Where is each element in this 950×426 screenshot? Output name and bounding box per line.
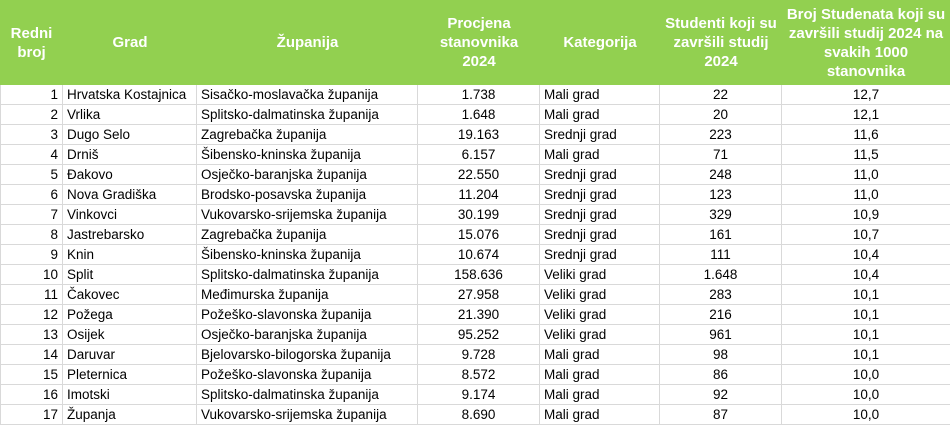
cell-procjena-stanovnika-2024[interactable]: 8.690	[418, 405, 540, 424]
cell-redni-broj[interactable]: 1	[0, 85, 63, 104]
cell-studenti-na-1000[interactable]: 10,1	[852, 307, 880, 322]
table-row	[0, 305, 950, 325]
cell-procjena-stanovnika-2024[interactable]: 19.163	[418, 125, 540, 144]
cell-studenti-na-1000[interactable]: 11,5	[853, 147, 879, 162]
cell-procjena-stanovnika-2024[interactable]: 9.174	[418, 385, 540, 404]
cell-redni-broj[interactable]: 9	[0, 245, 63, 264]
table-row	[0, 165, 950, 185]
column-header-redni-broj[interactable]: Redni broj	[10, 24, 53, 61]
cell-grad[interactable]: Daruvar	[63, 345, 197, 364]
cell-procjena-stanovnika-2024[interactable]: 15.076	[418, 225, 540, 244]
cell-procjena-stanovnika-2024[interactable]: 27.958	[418, 285, 540, 304]
cell-studenti-zavrsili-2024[interactable]: 329	[660, 205, 782, 224]
cell-grad[interactable]: Drniš	[63, 145, 197, 164]
cell-kategorija[interactable]: Srednji grad	[540, 225, 660, 244]
cell-redni-broj[interactable]: 2	[0, 105, 63, 124]
cell-redni-broj[interactable]: 10	[0, 265, 63, 284]
cell-grad[interactable]: Županja	[63, 405, 197, 424]
cell-studenti-zavrsili-2024[interactable]: 216	[660, 305, 782, 324]
cell-studenti-zavrsili-2024[interactable]: 92	[660, 385, 782, 404]
table-row	[0, 125, 950, 145]
cell-studenti-zavrsili-2024[interactable]: 20	[660, 105, 782, 124]
cell-studenti-na-1000[interactable]: 11,0	[853, 187, 879, 202]
cell-studenti-na-1000[interactable]: 10,9	[852, 207, 880, 222]
cell-studenti-na-1000[interactable]: 10,0	[852, 407, 880, 422]
cell-kategorija[interactable]: Mali grad	[540, 105, 660, 124]
cell-zupanija[interactable]: Brodsko-posavska županija	[197, 185, 418, 204]
cell-redni-broj[interactable]: 14	[0, 345, 63, 364]
table-header-row	[0, 0, 950, 85]
cell-kategorija[interactable]: Veliki grad	[540, 305, 660, 324]
cell-studenti-zavrsili-2024[interactable]: 223	[660, 125, 782, 144]
cell-grad[interactable]: Knin	[63, 245, 197, 264]
cell-studenti-zavrsili-2024[interactable]: 98	[660, 345, 782, 364]
cell-procjena-stanovnika-2024[interactable]: 21.390	[418, 305, 540, 324]
cell-redni-broj[interactable]: 17	[0, 405, 63, 424]
cell-procjena-stanovnika-2024[interactable]: 95.252	[418, 325, 540, 344]
cell-kategorija[interactable]: Mali grad	[540, 145, 660, 164]
cell-studenti-na-1000[interactable]: 12,1	[852, 107, 880, 122]
column-header-procjena-stanovnika[interactable]: Procjena stanovnika 2024	[439, 15, 519, 70]
cell-studenti-na-1000[interactable]: 11,6	[853, 127, 879, 142]
cell-redni-broj[interactable]: 8	[0, 225, 63, 244]
cell-studenti-zavrsili-2024[interactable]: 111	[660, 245, 782, 264]
cell-kategorija[interactable]: Veliki grad	[540, 325, 660, 344]
cell-kategorija[interactable]: Mali grad	[540, 345, 660, 364]
cell-zupanija[interactable]: Požeško-slavonska županija	[197, 365, 418, 384]
cell-procjena-stanovnika-2024[interactable]: 158.636	[418, 265, 540, 284]
table-row	[0, 325, 950, 345]
cell-redni-broj[interactable]: 5	[0, 165, 63, 184]
table-row	[0, 85, 950, 105]
cell-redni-broj[interactable]: 7	[0, 205, 63, 224]
cell-studenti-na-1000[interactable]: 10,1	[852, 327, 880, 342]
cell-zupanija[interactable]: Međimurska županija	[197, 285, 418, 304]
cell-zupanija[interactable]: Šibensko-kninska županija	[197, 145, 418, 164]
table-row	[0, 405, 950, 425]
cell-zupanija[interactable]: Sisačko-moslavačka županija	[197, 85, 418, 104]
cell-kategorija[interactable]: Srednji grad	[540, 165, 660, 184]
cell-zupanija[interactable]: Splitsko-dalmatinska županija	[197, 105, 418, 124]
cell-grad[interactable]: Imotski	[63, 385, 197, 404]
cell-procjena-stanovnika-2024[interactable]: 9.728	[418, 345, 540, 364]
cell-studenti-na-1000[interactable]: 10,0	[852, 367, 880, 382]
cell-redni-broj[interactable]: 15	[0, 365, 63, 384]
cell-zupanija[interactable]: Osječko-baranjska županija	[197, 165, 418, 184]
column-header-studenti-na-1000[interactable]: Broj Studenata koji su završili studij 2024 na svakih 1000 stanovnika	[786, 5, 946, 80]
cell-grad[interactable]: Osijek	[63, 325, 197, 344]
cell-kategorija[interactable]: Veliki grad	[540, 285, 660, 304]
cell-zupanija[interactable]: Šibensko-kninska županija	[197, 245, 418, 264]
table-row	[0, 105, 950, 125]
cell-redni-broj[interactable]: 11	[0, 285, 63, 304]
cell-procjena-stanovnika-2024[interactable]: 8.572	[418, 365, 540, 384]
cell-studenti-zavrsili-2024[interactable]: 123	[660, 185, 782, 204]
cell-studenti-zavrsili-2024[interactable]: 161	[660, 225, 782, 244]
cell-redni-broj[interactable]: 6	[0, 185, 63, 204]
cell-procjena-stanovnika-2024[interactable]: 1.648	[418, 105, 540, 124]
cell-grad[interactable]: Đakovo	[63, 165, 197, 184]
cell-redni-broj[interactable]: 13	[0, 325, 63, 344]
cell-grad[interactable]: Čakovec	[63, 285, 197, 304]
column-header-zupanija[interactable]: Županija	[276, 34, 339, 51]
cell-grad[interactable]: Nova Gradiška	[63, 185, 197, 204]
cell-zupanija[interactable]: Splitsko-dalmatinska županija	[197, 385, 418, 404]
cell-kategorija[interactable]: Mali grad	[540, 365, 660, 384]
cell-redni-broj[interactable]: 4	[0, 145, 63, 164]
cell-kategorija[interactable]: Srednji grad	[540, 205, 660, 224]
cell-procjena-stanovnika-2024[interactable]: 6.157	[418, 145, 540, 164]
cell-grad[interactable]: Jastrebarsko	[63, 225, 197, 244]
cell-studenti-zavrsili-2024[interactable]: 71	[660, 145, 782, 164]
cell-kategorija[interactable]: Mali grad	[540, 85, 660, 104]
table-row	[0, 145, 950, 165]
column-header-kategorija[interactable]: Kategorija	[563, 34, 637, 51]
cell-kategorija[interactable]: Srednji grad	[540, 125, 660, 144]
cell-zupanija[interactable]: Osječko-baranjska županija	[197, 325, 418, 344]
cell-studenti-zavrsili-2024[interactable]: 961	[660, 325, 782, 344]
cell-studenti-zavrsili-2024[interactable]: 87	[660, 405, 782, 424]
cell-studenti-zavrsili-2024[interactable]: 248	[660, 165, 782, 184]
cell-redni-broj[interactable]: 3	[0, 125, 63, 144]
cell-zupanija[interactable]: Bjelovarsko-bilogorska županija	[197, 345, 418, 364]
table-row	[0, 265, 950, 285]
cell-grad[interactable]: Pleternica	[63, 365, 197, 384]
cell-procjena-stanovnika-2024[interactable]: 10.674	[418, 245, 540, 264]
cell-kategorija[interactable]: Veliki grad	[540, 265, 660, 284]
table-row	[0, 205, 950, 225]
column-header-grad[interactable]: Grad	[112, 34, 148, 51]
cell-grad[interactable]: Hrvatska Kostajnica	[63, 85, 197, 104]
cell-kategorija[interactable]: Srednji grad	[540, 185, 660, 204]
cell-procjena-stanovnika-2024[interactable]: 22.550	[418, 165, 540, 184]
cell-studenti-zavrsili-2024[interactable]: 86	[660, 365, 782, 384]
table-row	[0, 385, 950, 405]
cell-zupanija[interactable]: Vukovarsko-srijemska županija	[197, 405, 418, 424]
column-header-studenti-zavrsili[interactable]: Studenti koji su završili studij 2024	[665, 15, 777, 70]
cell-grad[interactable]: Split	[63, 265, 197, 284]
cell-studenti-na-1000[interactable]: 10,4	[852, 247, 880, 262]
cell-zupanija[interactable]: Zagrebačka županija	[197, 225, 418, 244]
cell-studenti-na-1000[interactable]: 10,7	[852, 227, 880, 242]
cell-studenti-na-1000[interactable]: 10,0	[852, 387, 880, 402]
cell-studenti-na-1000[interactable]: 10,1	[852, 287, 880, 302]
cell-redni-broj[interactable]: 12	[0, 305, 63, 324]
cell-zupanija[interactable]: Vukovarsko-srijemska županija	[197, 205, 418, 224]
cell-studenti-na-1000[interactable]: 11,0	[853, 167, 879, 182]
cell-studenti-na-1000[interactable]: 10,1	[852, 347, 880, 362]
cell-procjena-stanovnika-2024[interactable]: 30.199	[418, 205, 540, 224]
table-body	[0, 85, 950, 425]
table-row	[0, 185, 950, 205]
table-row	[0, 365, 950, 385]
cell-zupanija[interactable]: Požeško-slavonska županija	[197, 305, 418, 324]
cell-procjena-stanovnika-2024[interactable]: 1.738	[418, 85, 540, 104]
cell-studenti-na-1000[interactable]: 12,7	[852, 87, 880, 102]
table-row	[0, 245, 950, 265]
table-row	[0, 285, 950, 305]
cell-kategorija[interactable]: Mali grad	[540, 385, 660, 404]
cell-zupanija[interactable]: Zagrebačka županija	[197, 125, 418, 144]
cell-kategorija[interactable]: Srednji grad	[540, 245, 660, 264]
table-row	[0, 225, 950, 245]
cell-studenti-na-1000[interactable]: 10,4	[852, 267, 880, 282]
cell-grad[interactable]: Vrlika	[63, 105, 197, 124]
cell-procjena-stanovnika-2024[interactable]: 11.204	[418, 185, 540, 204]
cell-studenti-zavrsili-2024[interactable]: 283	[660, 285, 782, 304]
cell-grad[interactable]: Dugo Selo	[63, 125, 197, 144]
cell-grad[interactable]: Požega	[63, 305, 197, 324]
table-row	[0, 345, 950, 365]
cell-zupanija[interactable]: Splitsko-dalmatinska županija	[197, 265, 418, 284]
cell-redni-broj[interactable]: 16	[0, 385, 63, 404]
cell-kategorija[interactable]: Mali grad	[540, 405, 660, 424]
cell-grad[interactable]: Vinkovci	[63, 205, 197, 224]
cell-studenti-zavrsili-2024[interactable]: 1.648	[660, 265, 782, 284]
cell-studenti-zavrsili-2024[interactable]: 22	[660, 85, 782, 104]
